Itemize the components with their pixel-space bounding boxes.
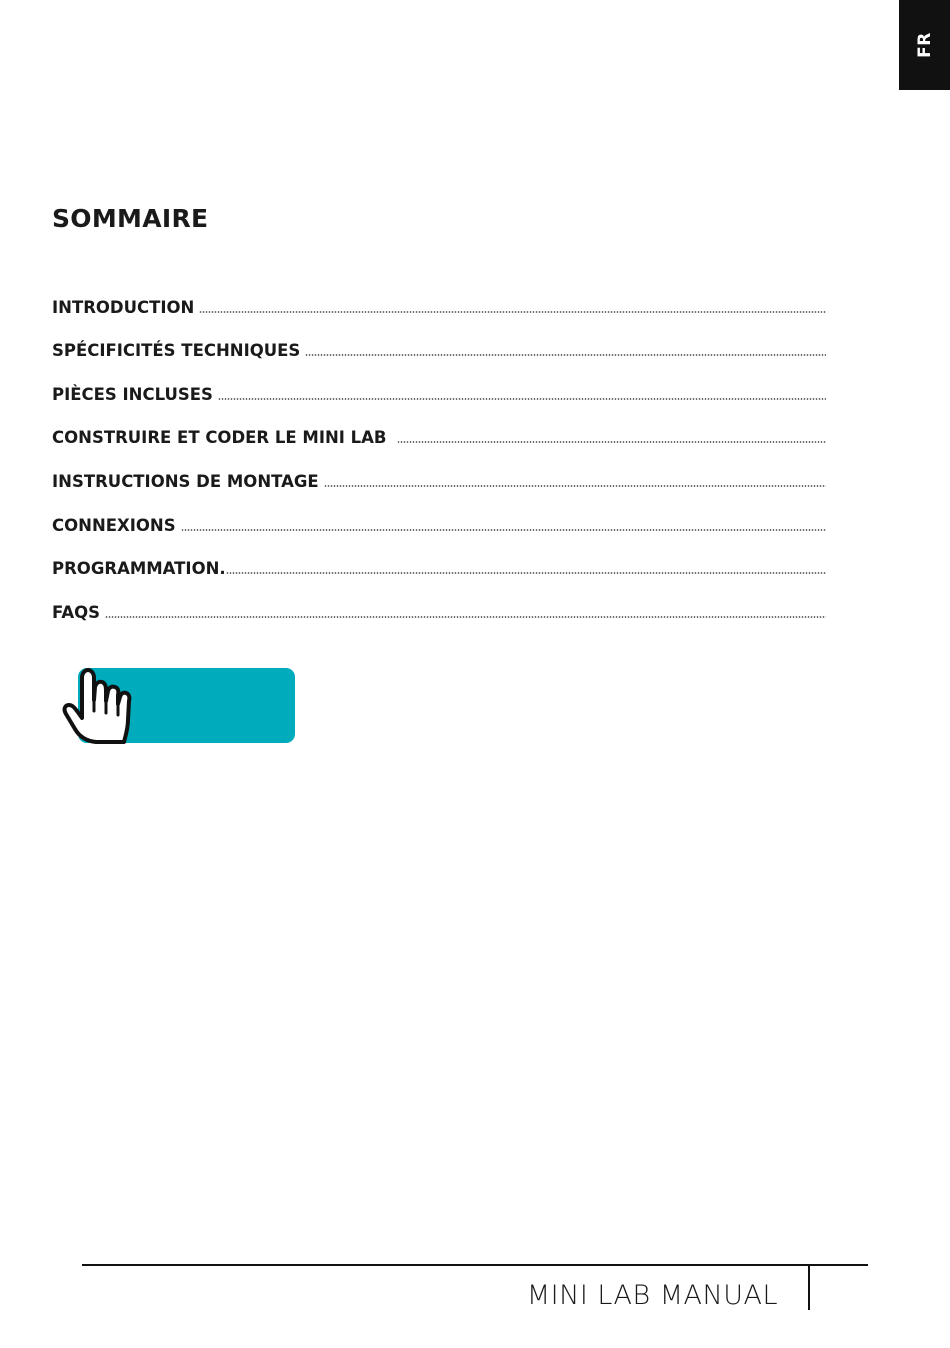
language-tab-label: FR bbox=[914, 32, 935, 58]
toc-entry-instructions-de-montage[interactable] bbox=[52, 450, 826, 494]
dot-leader bbox=[181, 528, 826, 532]
footer-divider bbox=[808, 1265, 810, 1310]
dot-leader bbox=[324, 484, 826, 488]
toc-entry-label: INSTRUCTIONS DE MONTAGE bbox=[52, 471, 319, 491]
toc-entry-label: PIÈCES INCLUSES bbox=[52, 384, 213, 404]
pointing-hand-icon[interactable] bbox=[58, 665, 134, 747]
dot-leader bbox=[199, 310, 826, 314]
toc-heading: SOMMAIRE bbox=[52, 204, 209, 233]
dot-leader bbox=[397, 440, 826, 444]
toc-entry-connexions[interactable] bbox=[52, 494, 826, 538]
toc-entry-specificites-techniques[interactable] bbox=[52, 320, 826, 364]
dot-leader bbox=[226, 571, 826, 575]
toc-entry-label: CONNEXIONS bbox=[52, 515, 176, 535]
footer-title: MINI LAB MANUAL bbox=[526, 1280, 778, 1311]
footer-rule bbox=[82, 1264, 868, 1266]
toc-entry-label: CONSTRUIRE ET CODER LE MINI LAB bbox=[52, 428, 393, 448]
language-tab[interactable] bbox=[899, 0, 950, 90]
toc-entry-introduction[interactable] bbox=[52, 276, 826, 320]
dot-leader bbox=[305, 353, 826, 357]
toc-entry-label: FAQS bbox=[52, 602, 101, 622]
toc-entry-programmation[interactable] bbox=[52, 538, 826, 582]
table-of-contents bbox=[52, 276, 826, 625]
toc-entry-construire-et-coder[interactable] bbox=[52, 407, 826, 451]
toc-entry-faqs[interactable] bbox=[52, 581, 826, 625]
toc-entry-label: INTRODUCTION bbox=[52, 297, 195, 317]
toc-entry-pieces-incluses[interactable] bbox=[52, 363, 826, 407]
dot-leader bbox=[105, 615, 826, 619]
dot-leader bbox=[218, 397, 826, 401]
toc-entry-label: PROGRAMMATION. bbox=[52, 559, 226, 579]
toc-entry-label: SPÉCIFICITÉS TECHNIQUES bbox=[52, 341, 301, 361]
